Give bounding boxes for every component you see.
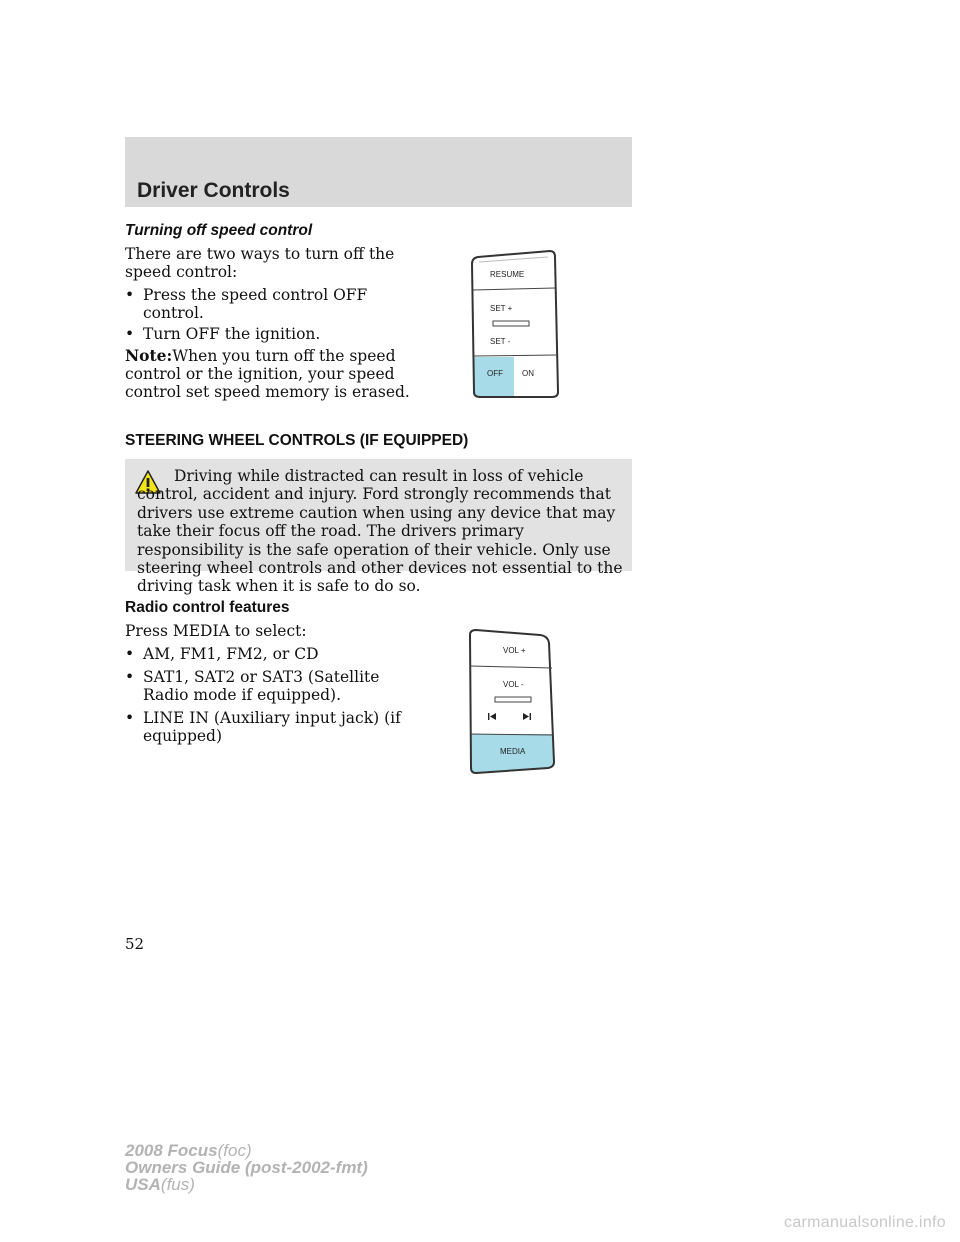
radio-bullet2-line1: SAT1, SAT2 or SAT3 (Satellite bbox=[143, 668, 380, 686]
media-label: MEDIA bbox=[500, 747, 526, 756]
vol-plus-label: VOL + bbox=[503, 646, 526, 655]
note-text-line1: When you turn off the speed bbox=[172, 347, 396, 365]
watermark: carmanualsonline.info bbox=[784, 1214, 946, 1231]
radio-bullet1: AM, FM1, FM2, or CD bbox=[143, 645, 319, 663]
speed-off-note-line1 bbox=[125, 347, 396, 365]
warning-text: Driving while distracted can result in loss of vehicle control, accident and injury. Ford strongly recommends that drivers use extreme caution when using any device that may take their focus off the road. The drivers primary responsibility is the safe operation of their vehicle. Only use steering wheel controls and other devices not essential to the driving task when it is safe to do so. bbox=[137, 467, 623, 596]
resume-label: RESUME bbox=[490, 270, 525, 279]
note-label: Note: bbox=[125, 346, 173, 365]
speed-off-note-line2: control or the ignition, your speed bbox=[125, 365, 395, 383]
page-number: 52 bbox=[125, 935, 145, 953]
section-title: Driver Controls bbox=[137, 179, 290, 202]
speed-off-bullet1-line1: Press the speed control OFF bbox=[143, 286, 368, 304]
footer-model: 2008 Focus bbox=[125, 1141, 218, 1160]
warning-box bbox=[125, 459, 632, 596]
speed-off-heading: Turning off speed control bbox=[125, 222, 313, 239]
bullet-marker: • bbox=[125, 325, 135, 343]
speed-off-intro-line2: speed control: bbox=[125, 263, 238, 281]
bullet-marker: • bbox=[125, 645, 135, 663]
set-minus-label: SET - bbox=[490, 337, 511, 346]
radio-bullet3-line1: LINE IN (Auxiliary input jack) (if bbox=[143, 709, 401, 727]
speed-off-bullet1-line2: control. bbox=[143, 304, 204, 322]
radio-intro: Press MEDIA to select: bbox=[125, 622, 307, 640]
set-plus-label: SET + bbox=[490, 304, 513, 313]
radio-heading: Radio control features bbox=[125, 599, 290, 616]
radio-bullet2-line2: Radio mode if equipped). bbox=[143, 686, 342, 704]
footer-model-code: (foc) bbox=[217, 1141, 252, 1160]
radio-bullet3-line2: equipped) bbox=[143, 727, 223, 745]
footer bbox=[125, 1142, 368, 1193]
footer-region-code: (fus) bbox=[160, 1175, 195, 1194]
footer-guide: Owners Guide (post-2002-fmt) bbox=[125, 1158, 368, 1177]
speed-control-switch-illustration bbox=[458, 248, 570, 400]
speed-off-intro-line1: There are two ways to turn off the bbox=[125, 245, 395, 263]
bullet-marker: • bbox=[125, 709, 135, 727]
steering-heading: STEERING WHEEL CONTROLS (IF EQUIPPED) bbox=[125, 432, 469, 449]
speed-off-note-line3: control set speed memory is erased. bbox=[125, 383, 410, 401]
speed-off-bullet2: Turn OFF the ignition. bbox=[143, 325, 321, 343]
vol-minus-label: VOL - bbox=[503, 680, 524, 689]
on-label: ON bbox=[522, 369, 534, 378]
media-control-switch-illustration bbox=[458, 627, 570, 777]
off-button-highlight bbox=[458, 357, 514, 400]
bullet-marker: • bbox=[125, 286, 135, 304]
footer-region: USA bbox=[125, 1175, 161, 1194]
off-label: OFF bbox=[487, 369, 503, 378]
section-header bbox=[125, 137, 632, 207]
bullet-marker: • bbox=[125, 668, 135, 686]
